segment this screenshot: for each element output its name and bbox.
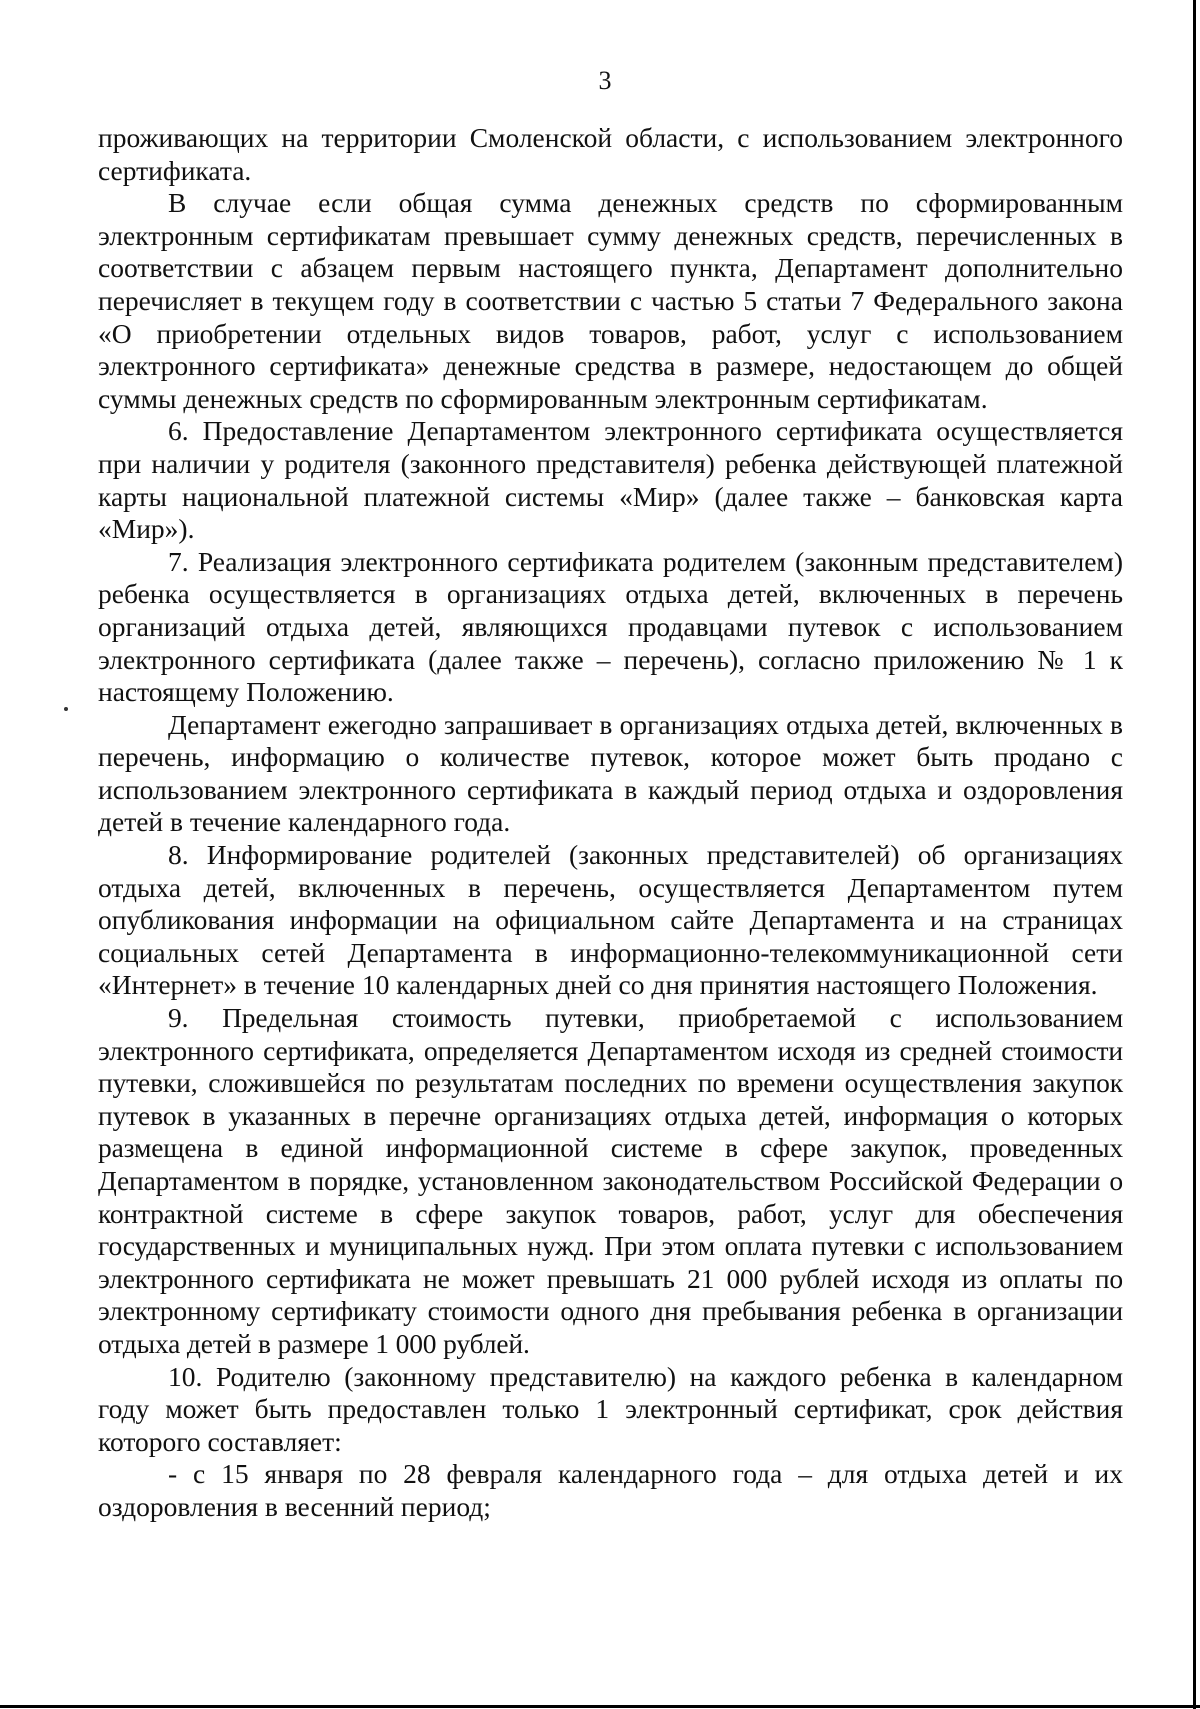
paragraph-item-10: 10. Родителю (законному представителю) на каждого ребенка в календарном году может быть предоставлен только 1 электронный сертификат, срок действия которого составляет: <box>98 1360 1123 1457</box>
paragraph-item-8: 8. Информирование родителей (законных представителей) об организациях отдыха детей, включенных в перечень, осуществляется Департаментом путем опубликования информации на официальном сайте Департамента и на страницах социальных сетей Департамента в информационно-телекоммуникационной сети «Интернет» в течение 10 календарных дней со дня принятия настоящего Положения. <box>98 839 1123 1001</box>
paragraph-item-9: 9. Предельная стоимость путевки, приобретаемой с использованием электронного сертификата, определяется Департаментом исходя из средней стоимости путевки, сложившейся по результатам последних по времени осуществления закупок путевок в указанных в перечне организациях отдыха детей, информация о которых размещена в единой информационной системе в сфере закупок, проведенных Департаментом в порядке, установленном законодательством Российской Федерации о контрактной системе в сфере закупок товаров, работ, услуг для обеспечения государственных и муниципальных нужд. При этом оплата путевки с использованием электронного сертификата не может превышать 21 000 рублей исходя из оплаты по электронному сертификату стоимости одного дня пребывания ребенка в организации отдыха детей в размере 1 000 рублей. <box>98 1002 1123 1359</box>
paragraph-item-10-spring: - с 15 января по 28 февраля календарного года – для отдыха детей и их оздоровления в весенний период; <box>98 1458 1123 1522</box>
paragraph-item-6: 6. Предоставление Департаментом электронного сертификата осуществляется при наличии у родителя (законного представителя) ребенка действующей платежной карты национальной платежной системы «Мир» (далее также – банковская карта «Мир»). <box>98 415 1123 545</box>
scan-edge-bottom <box>0 1705 1200 1708</box>
scan-edge-right <box>1193 0 1196 1709</box>
page-number: 3 <box>598 66 612 95</box>
paragraph-extra-funds: В случае если общая сумма денежных средств по сформированным электронным сертификатам превышает сумму денежных средств, перечисленных в соответствии с абзацем первым настоящего пункта, Департамент дополнительно перечисляет в текущем году в соответствии с частью 5 статьи 7 Федерального закона «О приобретении отдельных видов товаров, работ, услуг с использованием электронного сертификата» денежные средства в размере, недостающем до общей суммы денежных средств по сформированным электронным сертификатам. <box>98 187 1123 414</box>
scan-speck <box>64 707 68 711</box>
paragraph-intro: проживающих на территории Смоленской области, с использованием электронного сертификата. <box>98 122 1123 186</box>
paragraph-item-7: 7. Реализация электронного сертификата родителем (законным представителем) ребенка осуществляется в организациях отдыха детей, включенных в перечень организаций отдыха детей, являющихся продавцами путевок с использованием электронного сертификата (далее также – перечень), согласно приложению № 1 к настоящему Положению. <box>98 545 1123 708</box>
document-body <box>98 122 1123 1524</box>
paragraph-item-7-request: Департамент ежегодно запрашивает в организациях отдыха детей, включенных в перечень, информацию о количестве путевок, которое может быть продано с использованием электронного сертификата в каждый период отдыха и оздоровления детей в течение календарного года. <box>98 708 1123 838</box>
